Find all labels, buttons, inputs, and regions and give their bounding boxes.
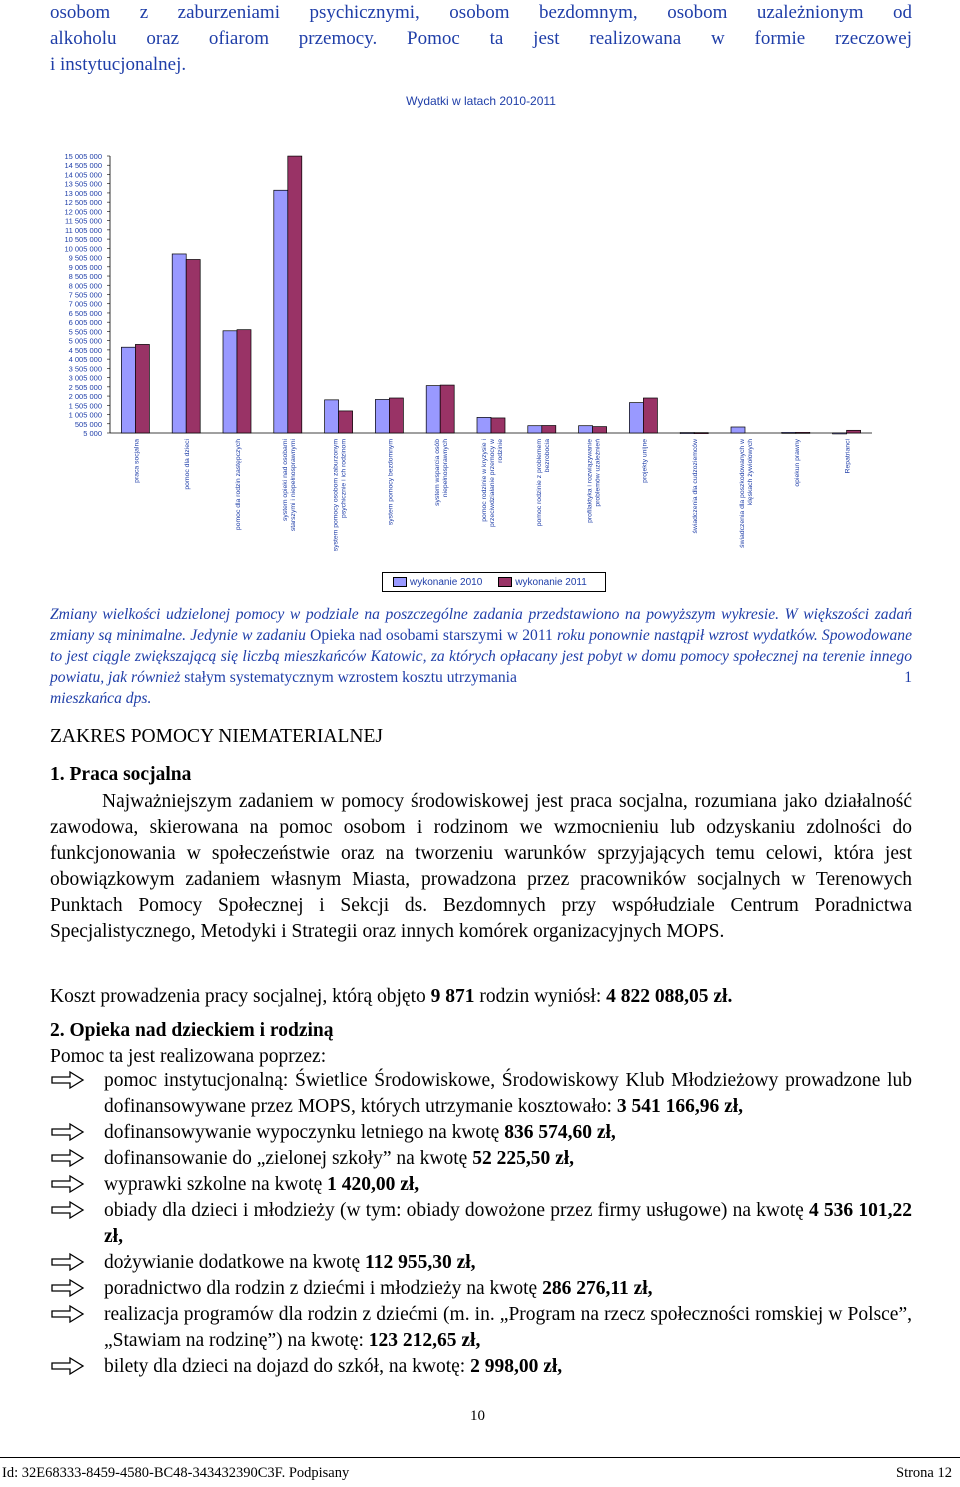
y-tick-label: 8 005 000 bbox=[68, 281, 102, 291]
list-item-text: obiady dla dzieci i młodzieży (w tym: obiady dowożone przez firmy usługowe) na kwotę bbox=[104, 1200, 809, 1221]
legend-item-2011 bbox=[494, 577, 587, 588]
x-tick-label: projekty unijne bbox=[641, 439, 649, 483]
bar-2010 bbox=[629, 403, 643, 433]
note-part-3: Opieka nad osobami starszymi w 2011 bbox=[310, 627, 553, 644]
list-item-amount: 4 536 101,22 zł, bbox=[104, 1200, 912, 1247]
intro-line-1: osobom z zaburzeniami psychicznymi, osobom bezdomnym, osobom uzależnionym od bbox=[50, 2, 912, 23]
list-item-text: pomoc instytucjonalną: Świetlice Środowiskowe, Środowiskowy Klub Młodzieżowy prowadzone lub dofinansowywane przez MOPS, których utrzymanie kosztowało: bbox=[104, 1070, 912, 1117]
cost-text-a: Koszt prowadzenia pracy socjalnej, którą objęto bbox=[50, 986, 431, 1007]
y-tick-label: 5 000 bbox=[83, 429, 102, 438]
list-item-amount: 286 276,11 zł, bbox=[542, 1278, 653, 1299]
list-item-text: dofinansowanie do „zielonej szkoły” na kwotę bbox=[104, 1148, 473, 1169]
list-item bbox=[50, 1172, 912, 1198]
legend-swatch-2010 bbox=[393, 577, 407, 587]
y-tick-label: 11 505 000 bbox=[65, 216, 102, 226]
note-part-1: Zmiany wielkości udzielonej pomocy w podziale na poszczególne zadania przedstawiono na powyższym wykresie. W większości zadań zmiany są minimalne. bbox=[50, 606, 912, 644]
y-tick-label: 7 005 000 bbox=[68, 299, 102, 309]
footer-divider bbox=[0, 1457, 960, 1458]
legend-label-2011: wykonanie 2011 bbox=[515, 576, 587, 588]
chart-legend bbox=[382, 572, 606, 592]
x-tick-label: świadczenia dla cudzoziemców bbox=[692, 439, 700, 534]
list-item bbox=[50, 1250, 912, 1276]
x-tick-label: praca socjalna bbox=[133, 439, 141, 483]
list-item-amount: 123 212,65 zł, bbox=[368, 1330, 481, 1351]
y-tick-label: 12 505 000 bbox=[64, 198, 102, 208]
bar-2010 bbox=[731, 427, 745, 433]
note-part-2: Jedynie w zadaniu bbox=[190, 627, 306, 644]
bar-2010 bbox=[680, 433, 694, 434]
arrow-right-icon bbox=[50, 1174, 86, 1194]
intro-line-3: i instytucjonalnej. bbox=[50, 54, 187, 75]
chart-svg bbox=[50, 80, 912, 570]
child-care-intro: Pomoc ta jest realizowana poprzez: bbox=[50, 1046, 327, 1067]
bar-2011 bbox=[186, 260, 200, 433]
y-tick-label: 4 005 000 bbox=[68, 355, 102, 365]
footer bbox=[0, 1465, 952, 1482]
list-item bbox=[50, 1276, 912, 1302]
y-tick-label: 1 505 000 bbox=[68, 401, 102, 411]
list-item-amount: 1 420,00 zł, bbox=[327, 1174, 420, 1195]
social-work-text: Najważniejszym zadaniem w pomocy środowiskowej jest praca socjalna, rozumiana jako działalność zawodowa, skierowana na pomoc osobom i rodzinom we wzmocnieniu lub odzyskaniu zdolności do funkcjonowania w społeczeństwie oraz na tworzeniu warunków sprzyjających temu celowi, która jest obowiązkowym zadaniem własnym Miasta, prowadzona przez pracowników socjalnych w Terenowych Punktach Pomocy Społecznej i Sekcji ds. Bezdomnych przy współudziale Centrum Poradnictwa Specjalistycznego, Metodyki i Strategii oraz innych komórek organizacyjnych MOPS. bbox=[50, 791, 912, 942]
list-item bbox=[50, 1068, 912, 1120]
y-tick-label: 2 505 000 bbox=[68, 382, 102, 392]
list-item-text: realizacja programów dla rodzin z dziećmi (m. in. „Program na rzecz społeczności romskiej w Polsce”, „Stawiam na rodzinę”) na kwotę: bbox=[104, 1304, 912, 1351]
y-tick-label: 6 505 000 bbox=[68, 308, 102, 318]
bar-2011 bbox=[440, 385, 454, 433]
y-tick-label: 10 005 000 bbox=[64, 244, 102, 254]
y-tick-label: 505 000 bbox=[74, 419, 102, 429]
y-tick-label: 13 505 000 bbox=[64, 179, 102, 189]
legend-swatch-2011 bbox=[498, 577, 512, 587]
list-item-text: wyprawki szkolne na kwotę bbox=[104, 1174, 328, 1195]
x-tick-label: pomoc rodzinie w kryzysie iprzeciwdziałanie przemocy wrodzinie bbox=[481, 439, 504, 528]
note-part-4: roku ponownie nastąpił wzrost wydatków. Spowodowane to jest ciągle zwiększającą się liczbą mieszkańców Katowic, za których opłacany jest pobyt w domu pomocy społecznej na terenie innego powiatu, jak również bbox=[50, 627, 913, 686]
y-tick-label: 2 005 000 bbox=[68, 392, 102, 402]
footer-id: Id: 32E68333-8459-4580-BC48-343432390C3F. Podpisany bbox=[2, 1465, 350, 1481]
bar-2010 bbox=[172, 254, 186, 433]
y-tick-label: 3 505 000 bbox=[68, 364, 102, 374]
bar-2010 bbox=[579, 426, 593, 433]
arrow-right-icon bbox=[50, 1304, 86, 1324]
bar-2010 bbox=[223, 331, 237, 433]
list-item bbox=[50, 1302, 912, 1354]
bar-2010 bbox=[325, 400, 339, 433]
x-tick-label: świadczenia dla poszkodowanych wklęskach żywiołowych bbox=[739, 439, 754, 548]
x-tick-label: system opieki nad osobamistarszymi i niepełnosprawnymi bbox=[281, 439, 297, 532]
bar-2010 bbox=[426, 386, 440, 433]
legend-label-2010: wykonanie 2010 bbox=[410, 576, 483, 588]
x-tick-label: profilaktyka i rozwiązywanieproblemów uzależnień bbox=[586, 439, 602, 523]
list-item-amount: 112 955,30 zł, bbox=[365, 1252, 476, 1273]
x-tick-label: system pomocy osobom zaburzonympsychicznie i ich rodzinom bbox=[332, 439, 348, 552]
bar-2011 bbox=[135, 344, 149, 433]
bar-2011 bbox=[796, 432, 810, 433]
x-tick-label: pomoc rodzinie z problemembezrobocia bbox=[535, 439, 551, 527]
list-item-amount: 836 574,60 zł, bbox=[504, 1122, 616, 1143]
list-item bbox=[50, 1354, 912, 1380]
cost-amount: 4 822 088,05 zł. bbox=[606, 986, 733, 1007]
y-tick-label: 7 505 000 bbox=[68, 290, 102, 300]
page-number: 10 bbox=[470, 1408, 485, 1424]
bar-2011 bbox=[542, 426, 556, 433]
y-tick-label: 10 505 000 bbox=[64, 235, 102, 245]
bar-2010 bbox=[528, 426, 542, 433]
list-item-amount: 2 998,00 zł, bbox=[470, 1356, 563, 1377]
bar-2011 bbox=[643, 398, 657, 433]
bar-2010 bbox=[833, 433, 847, 434]
y-tick-label: 13 005 000 bbox=[64, 188, 102, 198]
y-tick-label: 1 005 000 bbox=[68, 410, 102, 420]
bar-2011 bbox=[237, 330, 251, 433]
y-tick-label: 3 005 000 bbox=[68, 373, 102, 383]
bar-2011 bbox=[389, 398, 403, 433]
arrow-right-icon bbox=[50, 1356, 86, 1376]
bar-2011 bbox=[593, 427, 607, 433]
arrow-right-icon bbox=[50, 1122, 86, 1142]
y-tick-label: 6 005 000 bbox=[68, 318, 102, 328]
y-tick-label: 8 505 000 bbox=[68, 272, 102, 282]
y-tick-label: 4 505 000 bbox=[68, 345, 102, 355]
footer-page: Strona 12 bbox=[896, 1465, 952, 1481]
bar-2011 bbox=[491, 418, 505, 433]
subheading-social-work: 1. Praca socjalna bbox=[50, 764, 192, 785]
social-work-paragraph bbox=[50, 789, 912, 945]
note-part-5: stałym systematycznym wzrostem kosztu utrzymania bbox=[184, 669, 517, 686]
intro-paragraph bbox=[50, 0, 912, 78]
bar-2011 bbox=[694, 433, 708, 434]
x-tick-label: pomoc dla dzieci bbox=[184, 439, 192, 490]
y-tick-label: 9 005 000 bbox=[68, 262, 102, 272]
arrow-right-icon bbox=[50, 1148, 86, 1168]
bullet-list bbox=[50, 1068, 912, 1380]
footnote-number: 1 bbox=[904, 669, 912, 686]
y-tick-label: 5 005 000 bbox=[68, 336, 102, 346]
expenses-chart bbox=[50, 80, 912, 610]
bar-2011 bbox=[288, 156, 302, 433]
arrow-right-icon bbox=[50, 1070, 86, 1090]
list-item-text: poradnictwo dla rodzin z dziećmi i młodzieży na kwotę bbox=[104, 1278, 543, 1299]
x-tick-label: opiekun prawny bbox=[793, 439, 801, 487]
x-tick-label: system pomocy bezdomnym bbox=[387, 439, 395, 526]
list-item bbox=[50, 1198, 912, 1250]
chart-commentary bbox=[50, 604, 912, 709]
bar-2010 bbox=[274, 190, 288, 433]
y-tick-label: 9 505 000 bbox=[68, 253, 102, 263]
list-item bbox=[50, 1120, 912, 1146]
arrow-right-icon bbox=[50, 1278, 86, 1298]
y-tick-label: 12 005 000 bbox=[64, 207, 102, 217]
y-tick-label: 11 005 000 bbox=[65, 225, 102, 235]
list-item-text: dożywianie dodatkowe na kwotę bbox=[104, 1252, 366, 1273]
section-heading: ZAKRES POMOCY NIEMATERIALNEJ bbox=[50, 726, 383, 747]
bar-2011 bbox=[847, 430, 861, 433]
y-tick-label: 14 005 000 bbox=[64, 170, 102, 180]
note-part-6: mieszkańca dps. bbox=[50, 690, 152, 707]
y-tick-label: 15 005 000 bbox=[64, 152, 102, 161]
list-item bbox=[50, 1146, 912, 1172]
x-tick-label: Repatrianci bbox=[844, 439, 852, 474]
cost-families: 9 871 bbox=[430, 986, 475, 1007]
bar-2010 bbox=[782, 432, 796, 433]
subheading-child-care: 2. Opieka nad dzieckiem i rodziną bbox=[50, 1020, 334, 1041]
list-item-text: bilety dla dzieci na dojazd do szkół, na kwotę: bbox=[104, 1356, 471, 1377]
y-tick-label: 14 505 000 bbox=[64, 161, 102, 171]
list-item-amount: 52 225,50 zł, bbox=[472, 1148, 575, 1169]
bar-2011 bbox=[339, 411, 353, 433]
cost-text-c: rodzin wyniósł: bbox=[474, 986, 607, 1007]
bar-2010 bbox=[375, 399, 389, 433]
list-item-amount: 3 541 166,96 zł, bbox=[616, 1096, 744, 1117]
legend-item-2010 bbox=[389, 577, 482, 588]
y-tick-label: 5 505 000 bbox=[68, 327, 102, 337]
x-tick-label: pomoc dla rodzin zastępczych bbox=[235, 439, 242, 531]
chart-title: Wydatki w latach 2010-2011 bbox=[406, 94, 556, 108]
arrow-right-icon bbox=[50, 1200, 86, 1220]
social-work-cost bbox=[50, 984, 912, 1010]
x-tick-label: system wsparcia osóbniepełnosprawnych bbox=[434, 439, 450, 506]
arrow-right-icon bbox=[50, 1252, 86, 1272]
list-item-text: dofinansowywanie wypoczynku letniego na kwotę bbox=[104, 1122, 505, 1143]
bar-2010 bbox=[121, 347, 135, 433]
bar-2010 bbox=[477, 417, 491, 433]
intro-line-2: alkoholu oraz ofiarom przemocy. Pomoc ta jest realizowana w formie rzeczowej bbox=[50, 28, 912, 49]
